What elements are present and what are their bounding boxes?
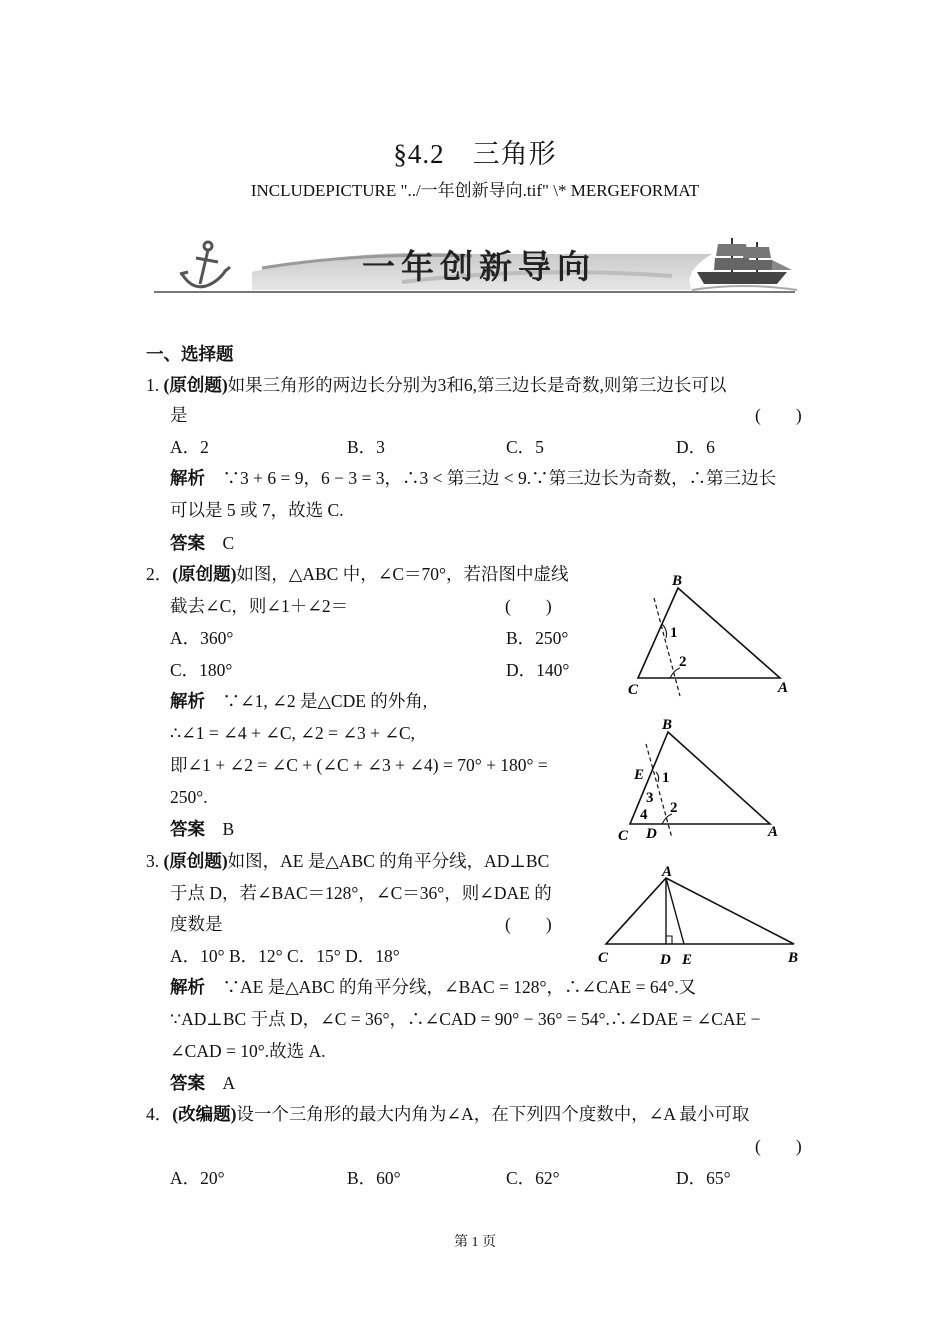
q4-stem-line1: 4．(改编题)设一个三角形的最大内角为∠A，在下列四个度数中，∠A 最小可取: [146, 1104, 750, 1124]
ship-icon: [692, 238, 797, 290]
q4-option-d: D．65°: [676, 1168, 731, 1188]
fig1-angle-1: 1: [670, 625, 678, 641]
fig2-label-e: E: [634, 767, 645, 783]
page-number: 第 1 页: [454, 1235, 496, 1250]
q3-jiexi-line1: 解析 ∵AE 是△ABC 的角平分线，∠BAC = 128°，∴∠CAE = 64°.又: [170, 977, 697, 997]
q1-option-c: C．5: [506, 437, 544, 457]
q1-stem-line1: 1. (原创题)如果三角形的两边长分别为3和6,第三边长是奇数,则第三边长可以: [146, 375, 727, 395]
fig1-label-a: A: [778, 680, 789, 696]
q4-option-c: C．62°: [506, 1168, 560, 1188]
q2-jiexi-line4: 250°.: [170, 787, 208, 807]
q3-jiexi-line2: ∵AD⊥BC 于点 D，∠C = 36°，∴∠CAD = 90° − 36° = 54°.∴∠DAE = ∠CAE −: [170, 1009, 761, 1029]
fig2-label-c: C: [618, 828, 629, 844]
fig3-label-d: D: [660, 952, 671, 968]
fig1-label-c: C: [628, 682, 639, 698]
q2-option-b: B．250°: [506, 628, 569, 648]
q3-answer: 答案 A: [170, 1073, 236, 1093]
q2-jiexi-line2: ∴∠1 = ∠4 + ∠C, ∠2 = ∠3 + ∠C,: [170, 723, 416, 743]
q1-jiexi-line1: 解析 ∵3 + 6 = 9，6 − 3 = 3，∴3 < 第三边 < 9.∵第三边长为奇数，∴第三边长: [170, 468, 777, 488]
q3-answer-bracket: ( ): [505, 914, 552, 934]
q2-option-d: D．140°: [506, 660, 570, 680]
q3-figure-triangle: [590, 866, 806, 970]
q4-option-a: A．20°: [170, 1168, 225, 1188]
fig1-angle-2: 2: [679, 654, 687, 670]
q2-jiexi-line3: 即∠1 + ∠2 = ∠C + (∠C + ∠3 + ∠4) = 70° + 180° =: [170, 755, 548, 775]
q1-answer: 答案 C: [170, 533, 235, 553]
q2-option-c: C．180°: [170, 660, 233, 680]
fig3-label-b: B: [788, 950, 799, 966]
q3-stem-line3: 度数是: [170, 914, 223, 934]
q1-jiexi-line2: 可以是 5 或 7，故选 C.: [170, 500, 344, 520]
q3-jiexi-line3: ∠CAD = 10°.故选 A.: [170, 1041, 326, 1061]
q2-answer-bracket: ( ): [505, 596, 552, 616]
q2-answer: 答案 B: [170, 819, 235, 839]
q1-option-b: B．3: [347, 437, 385, 457]
fig2-label-a: A: [768, 824, 779, 840]
section-heading: 一、选择题: [146, 344, 234, 364]
fig3-label-a: A: [662, 866, 673, 880]
q1-option-d: D．6: [676, 437, 715, 457]
fig3-label-e: E: [682, 952, 693, 968]
q2-stem-line2: 截去∠C，则∠1＋∠2＝: [170, 596, 349, 616]
q2-option-a: A．360°: [170, 628, 234, 648]
q1-option-a: A．2: [170, 437, 209, 457]
page-title: §4.2 三角形: [393, 139, 557, 169]
q3-options: A．10° B．12° C．15° D．18°: [170, 946, 400, 966]
fig2-angle-4: 4: [640, 807, 648, 823]
fig1-label-b: B: [672, 573, 683, 589]
q2-jiexi-line1: 解析 ∵∠1, ∠2 是△CDE 的外角,: [170, 691, 428, 711]
anchor-icon: [180, 242, 230, 287]
include-picture-field: INCLUDEPICTURE "../一年创新导向.tif" \* MERGEFORMAT: [250, 181, 700, 200]
fig2-label-d: D: [646, 826, 657, 842]
q1-stem-line2: 是: [170, 405, 188, 425]
q2-figure-solution: [612, 712, 802, 848]
fig2-angle-3: 3: [646, 790, 654, 806]
fig2-angle-1: 1: [662, 770, 670, 786]
q3-stem-line1: 3. (原创题)如图，AE 是△ABC 的角平分线，AD⊥BC: [146, 851, 550, 871]
q4-option-b: B．60°: [347, 1168, 401, 1188]
banner-title: 一年创新导向: [362, 250, 596, 286]
q2-figure-triangle: [622, 568, 802, 700]
fig2-label-b: B: [662, 717, 673, 733]
q3-stem-line2: 于点 D，若∠BAC＝128°，∠C＝36°，则∠DAE 的: [170, 883, 552, 903]
q4-answer-bracket: ( ): [755, 1136, 802, 1156]
q2-stem-line1: 2．(原创题)如图，△ABC 中，∠C＝70°，若沿图中虚线: [146, 564, 569, 584]
fig2-angle-2: 2: [670, 800, 678, 816]
q1-answer-bracket: ( ): [755, 405, 802, 425]
fig3-label-c: C: [598, 950, 609, 966]
banner: [152, 232, 797, 298]
